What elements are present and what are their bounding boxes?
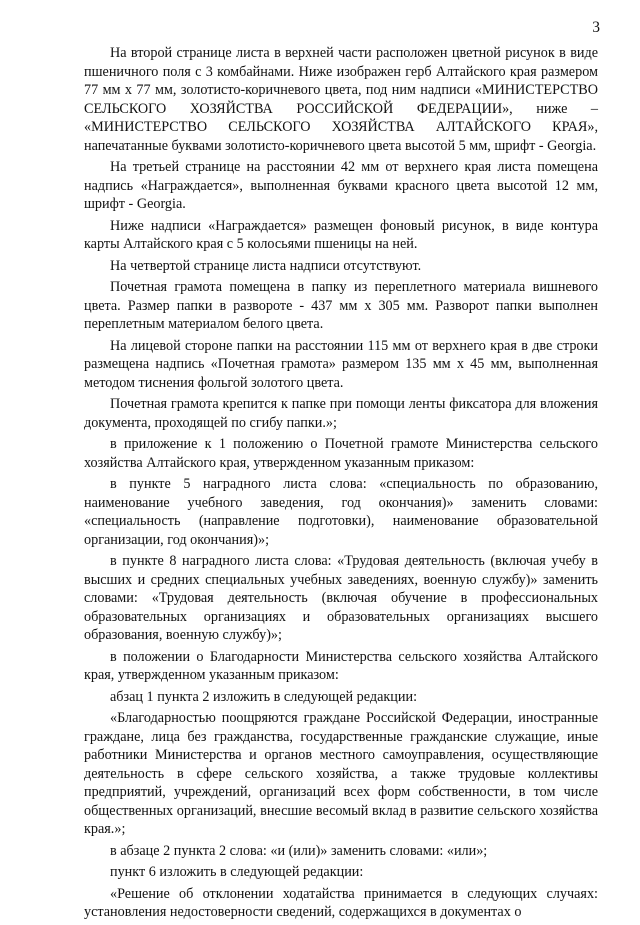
document-body <box>84 44 598 925</box>
paragraph-folder-ribbon: Почетная грамота крепится к папке при помощи ленты фиксатора для вложения документа, проходящей по сгибу папки.»; <box>84 396 598 431</box>
paragraph-appendix-intro: в приложение к 1 положению о Почетной грамоте Министерства сельского хозяйства Алтайского края, утвержденном указанным приказом: <box>84 436 598 471</box>
paragraph-rejection-decision: «Решение об отклонении ходатайства принимается в следующих случаях: установления недостоверности сведений, содержащихся в документах о <box>84 885 598 920</box>
paragraph-gratitude-text: «Благодарностью поощряются граждане Российской Федерации, иностранные граждане, лица без гражданства, государственные гражданские служащие, иные работники Министерства и органов местного самоуправления, осуществляющие деятельность в сфере сельского хозяйства, а также трудовые коллективы предприятий, учреждений, организаций всех форм собственности, в том числе общественных организаций, внесшие весомый вклад в развитие сельского хозяйства края.»; <box>84 710 598 837</box>
paragraph-folder-description: Почетная грамота помещена в папку из переплетного материала вишневого цвета. Размер папки в развороте - 437 мм х 305 мм. Разворот папки выполнен переплетным материалом белого цвета. <box>84 279 598 332</box>
paragraph-clause-2-item-2: в абзаце 2 пункта 2 слова: «и (или)» заменить словами: «или»; <box>110 842 488 859</box>
paragraph-page-four: На четвертой странице листа надписи отсутствуют. <box>110 257 422 274</box>
paragraph-background-image: Ниже надписи «Награждается» размещен фоновый рисунок, в виде контура карты Алтайского края с 5 колосьями пшеницы на ней. <box>84 217 598 252</box>
paragraph-item-6: пункт 6 изложить в следующей редакции: <box>110 864 364 880</box>
page-number: 3 <box>592 19 600 36</box>
paragraph-item-5: в пункте 5 наградного листа слова: «специальность по образованию, наименование учебного заведения, год окончания)» заменить словами: «специальность (направление подготовки), наименование образовательной организации, год окончания)»; <box>84 476 598 548</box>
paragraph-folder-front: На лицевой стороне папки на расстоянии 115 мм от верхнего края в две строки размещена надпись «Почетная грамота» размером 135 мм х 45 мм, выполненная методом тиснения фольгой золотого цвета. <box>84 337 598 391</box>
paragraph-item-8: в пункте 8 наградного листа слова: «Трудовая деятельность (включая учебу в высших и средних специальных учебных заведениях, военную службу)» заменить словами: «Трудовая деятельность (включая обучение в профессиональных образовательных организациях и образовательных организациях высшего образования, военную службу)»; <box>84 553 598 643</box>
paragraph-page-three-description: На третьей странице на расстоянии 42 мм от верхнего края листа помещена надпись «Награждается», выполненная буквами красного цвета высотой 12 мм, шрифт - Georgia. <box>84 159 598 212</box>
paragraph-clause-1-item-2: абзац 1 пункта 2 изложить в следующей редакции: <box>110 688 418 705</box>
paragraph-gratitude-regulation: в положении о Благодарности Министерства сельского хозяйства Алтайского края, утвержденном указанным приказом: <box>84 648 598 683</box>
paragraph-page-two-description: На второй странице листа в верхней части расположен цветной рисунок в виде пшеничного поля с 3 комбайнами. Ниже изображен герб Алтайского края размером 77 мм х 77 мм, золотисто-коричневого цвета, под ним надписи «МИНИСТЕРСТВО СЕЛЬСКОГО ХОЗЯЙСТВА РОССИЙСКОЙ ФЕДЕРАЦИИ», ниже – «МИНИСТЕРСТВО СЕЛЬСКОГО ХОЗЯЙСТВА АЛТАЙСКОГО КРАЯ», напечатанные буквами золотисто-коричневого цвета высотой 5 мм, шрифт - Georgia. <box>84 45 598 154</box>
